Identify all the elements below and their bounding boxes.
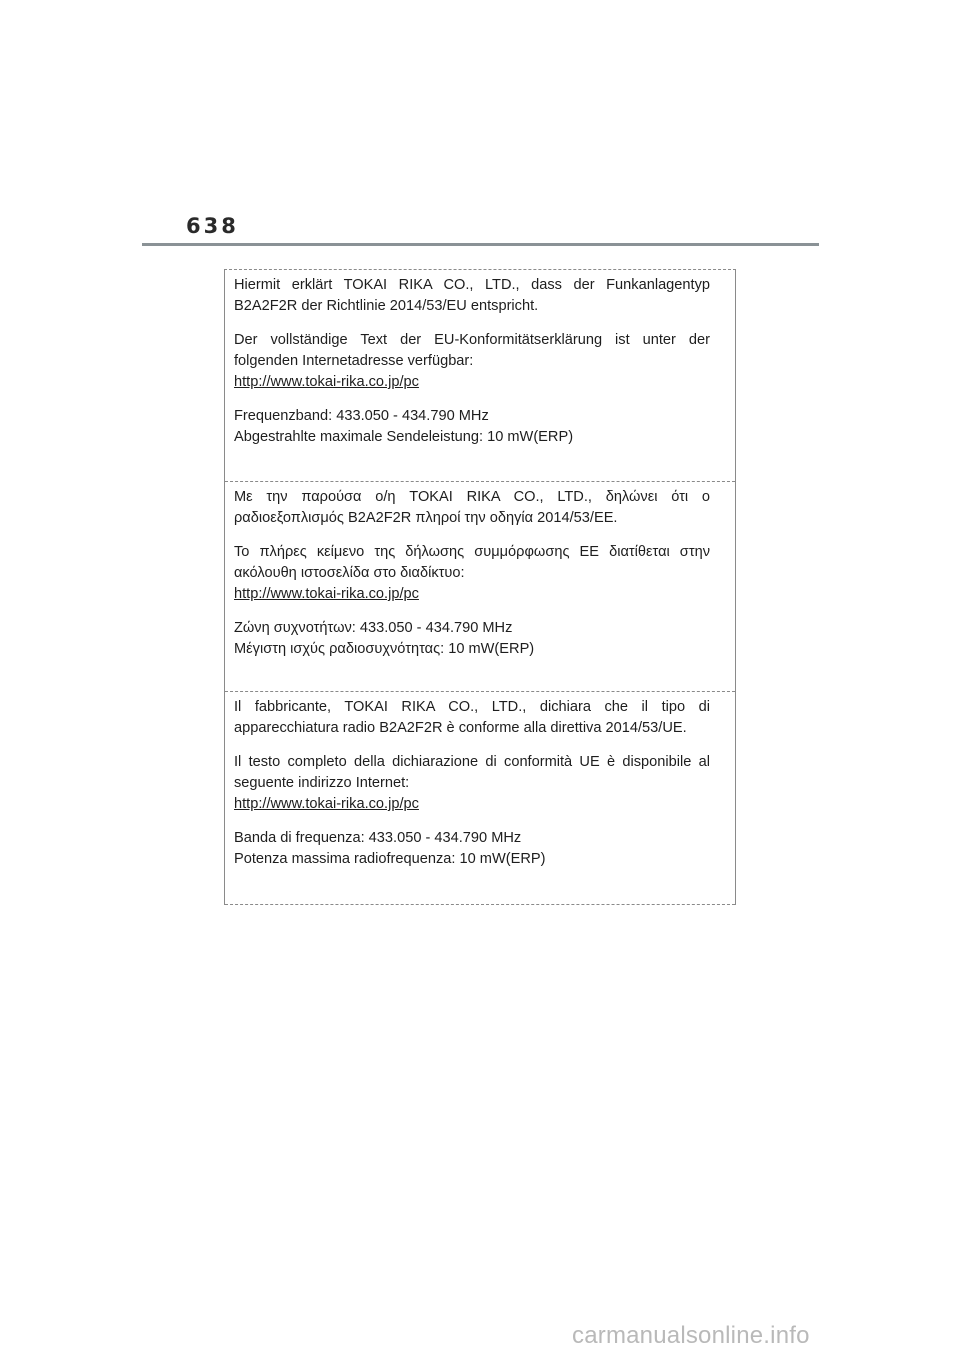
full-text-line-2: seguente indirizzo Internet: <box>234 775 410 791</box>
declaration-line-1: Hiermit erklärt TOKAI RIKA CO., LTD., dass der Funkanlagentyp <box>234 277 710 293</box>
page-number: 638 <box>186 214 239 238</box>
full-text-line-2: ακόλουθη ιστοσελίδα στο διαδίκτυο: <box>234 565 465 581</box>
full-text-line-1: Der vollständige Text der EU-Konformitätserklärung ist unter der <box>234 332 710 348</box>
max-power: Μέγιστη ισχύς ραδιοσυχνότητας: 10 mW(ERP) <box>234 641 535 657</box>
frequency-band: Ζώνη συχνοτήτων: 433.050 - 434.790 MHz <box>234 620 513 636</box>
full-text-line-2: folgenden Internetadresse verfügbar: <box>234 353 474 369</box>
declaration-line-2: ραδιοεξοπλισμός B2A2F2R πληροί την οδηγία 2014/53/ΕΕ. <box>234 510 618 526</box>
declaration-line-2: apparecchiatura radio B2A2F2R è conforme alla direttiva 2014/53/UE. <box>234 720 687 736</box>
notice-section-german <box>225 270 735 482</box>
notice-section-italian <box>225 692 735 905</box>
paragraph-gap <box>234 317 710 330</box>
full-text-line-1: Il testo completo della dichiarazione di conformità UE è disponibile al <box>234 754 710 770</box>
paragraph-gap <box>234 815 710 828</box>
notice-section-greek <box>225 482 735 692</box>
declaration-line-2: B2A2F2R der Richtlinie 2014/53/EU entspricht. <box>234 298 539 314</box>
frequency-band: Banda di frequenza: 433.050 - 434.790 MHz <box>234 830 522 846</box>
declaration-line-1: Με την παρούσα ο/η TOKAI RIKA CO., LTD., δηλώνει ότι ο <box>234 489 710 505</box>
conformity-notice-table <box>224 269 736 905</box>
conformity-url-link[interactable]: http://www.tokai-rika.co.jp/pc <box>234 586 419 602</box>
frequency-band: Frequenzband: 433.050 - 434.790 MHz <box>234 408 489 424</box>
paragraph-gap <box>234 739 710 752</box>
site-watermark: carmanualsonline.info <box>572 1322 810 1349</box>
header-rule <box>142 243 819 246</box>
paragraph-gap <box>234 605 710 618</box>
full-text-line-1: Το πλήρες κείμενο της δήλωσης συμμόρφωσης ΕΕ διατίθεται στην <box>234 544 710 560</box>
max-power: Potenza massima radiofrequenza: 10 mW(ERP) <box>234 851 546 867</box>
paragraph-gap <box>234 393 710 406</box>
max-power: Abgestrahlte maximale Sendeleistung: 10 mW(ERP) <box>234 429 574 445</box>
conformity-url-link[interactable]: http://www.tokai-rika.co.jp/pc <box>234 796 419 812</box>
paragraph-gap <box>234 529 710 542</box>
declaration-line-1: Il fabbricante, TOKAI RIKA CO., LTD., dichiara che il tipo di <box>234 699 710 715</box>
conformity-url-link[interactable]: http://www.tokai-rika.co.jp/pc <box>234 374 419 390</box>
